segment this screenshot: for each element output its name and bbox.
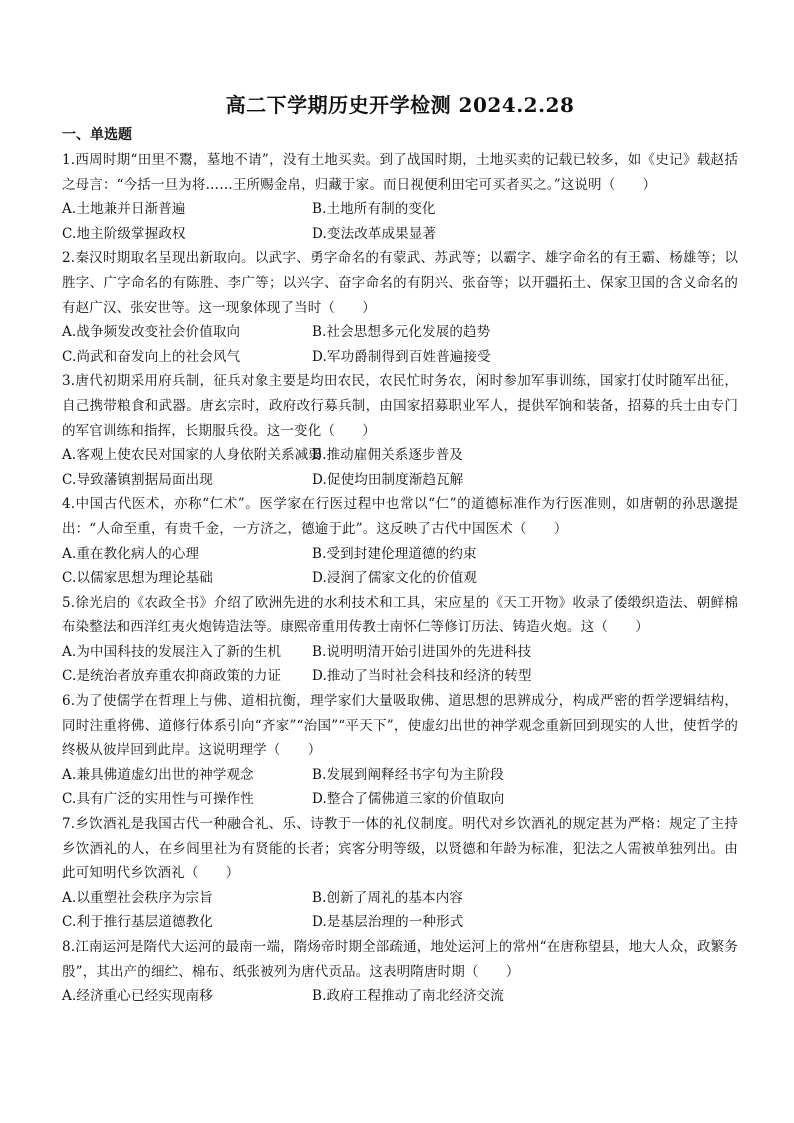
answer-option: A.兼具佛道虚幻出世的神学观念 <box>62 766 254 783</box>
question-2 <box>62 246 738 369</box>
question-stem: 6.为了使儒学在哲理上与佛、道相抗衡，理学家们大量吸取佛、道思想的思辨成分，构成严密的哲学逻辑结构，同时注重将佛、道修行体系引向“齐家”“治国”“平天下”，使虚幻出世的神学观念重新回到现实的人世，使哲学的终极从彼岸回到此岸。这说明理学（ ） <box>62 693 738 759</box>
exam-title: 高二下学期历史开学检测 2024.2.28 <box>225 93 575 117</box>
answer-options <box>62 763 738 812</box>
question-6 <box>62 689 738 812</box>
answer-option: D.促使均田制度渐趋瓦解 <box>312 471 464 488</box>
answer-option: D.变法改革成果显著 <box>312 225 437 242</box>
answer-option: A.以重塑社会秩序为宗旨 <box>62 889 213 906</box>
answer-options <box>62 984 738 1009</box>
answer-options <box>62 197 738 246</box>
answer-option: C.是统治者放弃重农抑商政策的力证 <box>62 668 282 685</box>
answer-option: B.土地所有制的变化 <box>312 201 436 218</box>
question-stem: 1.西周时期“田里不鬻，墓地不请”，没有土地买卖。到了战国时期，土地买卖的记载已较多，如《史记》载赵括之母言：“今括一旦为将……王所赐金帛，归藏于家。而日视便利田宅可买者买之。”这说明（ ） <box>62 152 738 193</box>
answer-option: A.土地兼并日渐普遍 <box>62 201 186 218</box>
answer-options <box>62 542 738 591</box>
answer-option: D.推动了当时社会科技和经济的转型 <box>312 668 532 685</box>
question-7 <box>62 812 738 935</box>
answer-option: D.军功爵制得到百姓普遍接受 <box>312 348 491 365</box>
answer-option: C.具有广泛的实用性与可操作性 <box>62 791 254 808</box>
question-1 <box>62 148 738 246</box>
answer-option: C.地主阶级掌握政权 <box>62 225 186 242</box>
answer-option: C.以儒家思想为理论基础 <box>62 570 213 587</box>
answer-option: D.整合了儒佛道三家的价值取向 <box>312 791 505 808</box>
question-stem: 8.江南运河是隋代大运河的最南一端，隋炀帝时期全部疏通，地处运河上的常州“在唐称望县，地大人众，政繁务殷”，其出产的细纻、棉布、纸张被列为唐代贡品。这表明隋唐时期（ ） <box>62 939 738 980</box>
question-8 <box>62 935 738 1009</box>
question-3 <box>62 369 738 492</box>
question-5 <box>62 591 738 689</box>
question-stem: 4.中国古代医术，亦称“仁术”。医学家在行医过程中也常以“仁”的道德标准作为行医准则，如唐朝的孙思邈提出：“人命至重，有贵千金，一方济之，德逾于此”。这反映了古代中国医术（ ） <box>62 496 738 537</box>
answer-option: B.推动雇佣关系逐步普及 <box>312 447 464 464</box>
answer-option: B.社会思想多元化发展的趋势 <box>312 324 491 341</box>
answer-options <box>62 443 738 492</box>
question-stem: 2.秦汉时期取名呈现出新取向。以武字、勇字命名的有蒙武、苏武等；以霸字、雄字命名的有王霸、杨雄等；以胜字、广字命名的有陈胜、李广等；以兴字、奋字命名的有阴兴、张奋等；以开疆拓土、保家卫国的含义命名的有赵广汉、张安世等。这一现象体现了当时（ ） <box>62 250 738 316</box>
answer-option: A.经济重心已经实现南移 <box>62 988 213 1005</box>
answer-option: B.政府工程推动了南北经济交流 <box>312 988 504 1005</box>
answer-options <box>62 886 738 935</box>
answer-options <box>62 320 738 369</box>
question-stem: 7.乡饮酒礼是我国古代一种融合礼、乐、诗教于一体的礼仪制度。明代对乡饮酒礼的规定甚为严格：规定了主持乡饮酒礼的人，在乡闾里社为有贤能的长者；宾客分明等级，以贤德和年龄为标准，犯法之人需被单独列出。由此可知明代乡饮酒礼（ ） <box>62 816 738 882</box>
question-list <box>62 148 738 1009</box>
answer-option: A.战争频发改变社会价值取向 <box>62 324 241 341</box>
section-heading: 一、单选题 <box>62 127 132 143</box>
answer-option: C.导致藩镇割据局面出现 <box>62 471 213 488</box>
answer-option: A.重在教化病人的心理 <box>62 545 200 562</box>
answer-option: B.说明明清开始引进国外的先进科技 <box>312 643 532 660</box>
answer-option: B.创新了周礼的基本内容 <box>312 889 464 906</box>
question-stem: 3.唐代初期采用府兵制，征兵对象主要是均田农民，农民忙时务农，闲时参加军事训练，国家打仗时随军出征，自己携带粮食和武器。唐玄宗时，政府改行募兵制，由国家招募职业军人，提供军饷和装备，招募的兵士由专门的军官训练和指挥，长期服兵役。这一变化（ ） <box>62 373 738 439</box>
answer-option: C.尚武和奋发向上的社会风气 <box>62 348 241 365</box>
answer-options <box>62 640 738 689</box>
question-4 <box>62 492 738 590</box>
answer-option: D.浸润了儒家文化的价值观 <box>312 570 478 587</box>
answer-option: D.是基层治理的一种形式 <box>312 914 464 931</box>
answer-option: A.为中国科技的发展注入了新的生机 <box>62 643 282 660</box>
answer-option: A.客观上使农民对国家的人身依附关系减弱 <box>62 447 323 464</box>
answer-option: B.发展到阐释经书字句为主阶段 <box>312 766 504 783</box>
answer-option: C.利于推行基层道德教化 <box>62 914 213 931</box>
question-stem: 5.徐光启的《农政全书》介绍了欧洲先进的水利技术和工具，宋应星的《天工开物》收录了倭缎织造法、朝鲜棉布染整法和西洋红夷火炮铸造法等。康熙帝重用传教士南怀仁等修订历法、铸造火炮。这（ ） <box>62 594 738 636</box>
answer-option: B.受到封建伦理道德的约束 <box>312 545 477 562</box>
